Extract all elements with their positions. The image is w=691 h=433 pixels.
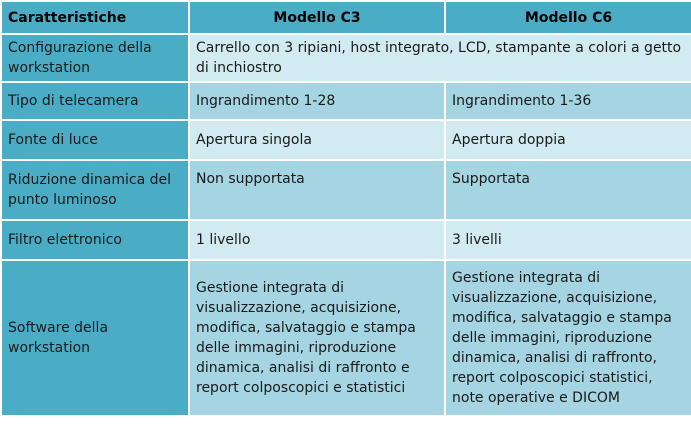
table-row [1,220,691,260]
merged-cell: Carrello con 3 ripiani, host integrato, LCD, stampante a colori a getto di inchiostro [189,34,691,82]
cell-c6: 3 livelli [445,220,691,260]
header-model-c6: Modello C6 [445,1,691,34]
cell-c3: Apertura singola [189,120,445,160]
cell-c3: 1 livello [189,220,445,260]
row-label: Fonte di luce [1,120,189,160]
cell-c3: Gestione integrata di visualizzazione, acquisizione, modifica, salvataggio e stampa delle immagini, riproduzione dinamica, analisi di raffronto e report colposcopici e statistici [189,260,445,416]
cell-c6: Supportata [445,160,691,220]
table-row [1,82,691,120]
row-label: Filtro elettronico [1,220,189,260]
table-row [1,160,691,220]
cell-c3: Non supportata [189,160,445,220]
table-row [1,120,691,160]
cell-c6: Apertura doppia [445,120,691,160]
cell-c6: Ingrandimento 1-36 [445,82,691,120]
row-label: Tipo di telecamera [1,82,189,120]
row-label: Software della workstation [1,260,189,416]
row-label: Riduzione dinamica del punto luminoso [1,160,189,220]
table-row [1,260,691,416]
header-model-c3: Modello C3 [189,1,445,34]
header-row [1,1,691,34]
cell-c3: Ingrandimento 1-28 [189,82,445,120]
table-row [1,34,691,82]
header-features: Caratteristiche [1,1,189,34]
cell-c6: Gestione integrata di visualizzazione, acquisizione, modifica, salvataggio e stampa delle immagini, riproduzione dinamica, analisi di raffronto, report colposcopici statistici, note operative e DICOM [445,260,691,416]
row-label: Configurazione della workstation [1,34,189,82]
